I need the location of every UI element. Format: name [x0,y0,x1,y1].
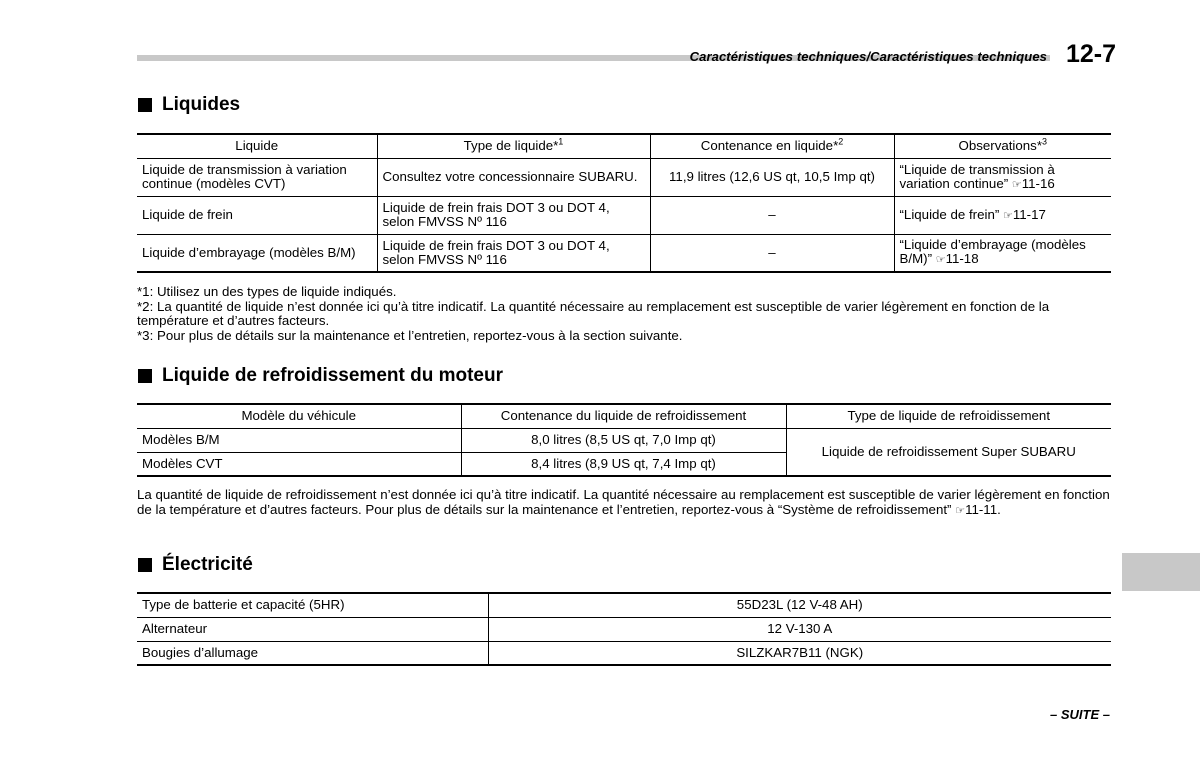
column-header: Liquide [137,134,377,158]
column-header: Contenance du liquide de refroidissement [461,404,786,428]
table-row [137,593,1111,617]
cell-liquide: Liquide de frein [137,196,377,234]
cell-contenance: – [650,196,894,234]
cell-liquide: Liquide d’embrayage (modèles B/M) [142,244,356,260]
table-header-row [137,134,1111,158]
cell-type: Liquide de frein frais DOT 3 ou DOT 4, selon FMVSS Nº 116 [377,234,650,272]
page-number: 12-7 [1066,40,1117,68]
section-heading-liquides [138,94,240,116]
table-row [137,617,1111,641]
column-header: Type de liquide de refroidissement [786,404,1111,428]
section-title: Liquide de refroidissement du moteur [162,365,503,386]
footnote: *3: Pour plus de détails sur la maintenance et l’entretien, reportez-vous à la section suivante. [137,327,683,343]
cell-label: Type de batterie et capacité (5HR) [137,593,488,617]
black-square-icon [138,369,152,383]
section-heading-refroidissement [138,365,503,387]
cell-modele: Modèles B/M [137,428,461,452]
pointing-hand-icon: ☞ [955,504,966,517]
cell-modele: Modèles CVT [142,455,223,471]
cell-value: 55D23L (12 V-48 AH) [488,593,1111,617]
column-header: Modèle du véhicule [137,404,461,428]
continue-label: – SUITE – [1050,707,1110,722]
electricite-table [137,592,1111,666]
cell-contenance: 8,4 litres (8,9 US qt, 7,4 Imp qt) [461,452,786,476]
chapter-side-tab [1122,553,1200,591]
cell-label: Bougies d’allumage [142,644,259,660]
cell-contenance: 8,0 litres (8,5 US qt, 7,0 Imp qt) [461,428,786,452]
table-row [137,158,1111,196]
table-row [137,428,1111,452]
section-heading-electricite [138,554,253,576]
table-header-row [137,404,1111,428]
pointing-hand-icon: ☞ [935,254,946,267]
section-title: Liquides [162,94,241,115]
cell-value: 12 V-130 A [488,617,1111,641]
column-header: Observations*$^3$ [894,134,1111,158]
pointing-hand-icon: ☞ [1003,209,1013,222]
table-row [137,196,1111,234]
table-row [137,641,1111,665]
refroidissement-table [137,403,1111,477]
cell-contenance: – [650,234,894,272]
footnote: *1: Utilisez un des types de liquide indiqués. [137,284,397,299]
cell-type: Liquide de refroidissement Super SUBARU [786,428,1111,476]
liquides-table [137,133,1111,273]
cell-observations: “Liquide de transmission à variation continue” ☞11-16 [894,158,1111,196]
pointing-hand-icon: ☞ [1011,178,1022,191]
cell-type: Consultez votre concessionnaire SUBARU. [377,158,650,196]
liquides-notes [137,285,1112,343]
footnote: *2: La quantité de liquide n’est donnée ici qu’à titre indicatif. La quantité nécessaire au remplacement est susceptible de varier légèrement en fonction de la température et d’autres facteurs. [137,298,1050,328]
cell-observations: “Liquide d’embrayage (modèles B/M)” ☞11-18 [894,234,1111,272]
column-header: Type de liquide*$^1$ [377,134,650,158]
refroidissement-note: La quantité de liquide de refroidissement n’est donnée ici qu’à titre indicatif. La quantité nécessaire au remplacement est susceptible de varier légèrement en fonction de la température et d’autres facteurs. Pour plus de détails sur la maintenance et l’entretien, reportez-vous à “Système de refroidissement” ☞11-11. [137,487,1110,517]
black-square-icon [138,98,152,112]
cell-liquide: Liquide de transmission à variation continue (modèles CVT) [137,158,377,196]
cell-value: SILZKAR7B11 (NGK) [488,641,1111,665]
cell-type: Liquide de frein frais DOT 3 ou DOT 4, selon FMVSS Nº 116 [377,196,650,234]
table-row [137,234,1111,272]
cell-label: Alternateur [137,617,488,641]
column-header: Contenance en liquide*$^2$ [650,134,894,158]
cell-observations: “Liquide de frein” ☞11-17 [894,196,1111,234]
section-title: Électricité [162,554,253,575]
cell-contenance: 11,9 litres (12,6 US qt, 10,5 Imp qt) [650,158,894,196]
header-title: Caractéristiques techniques/Caractéristiques techniques [689,49,1047,64]
black-square-icon [138,558,152,572]
